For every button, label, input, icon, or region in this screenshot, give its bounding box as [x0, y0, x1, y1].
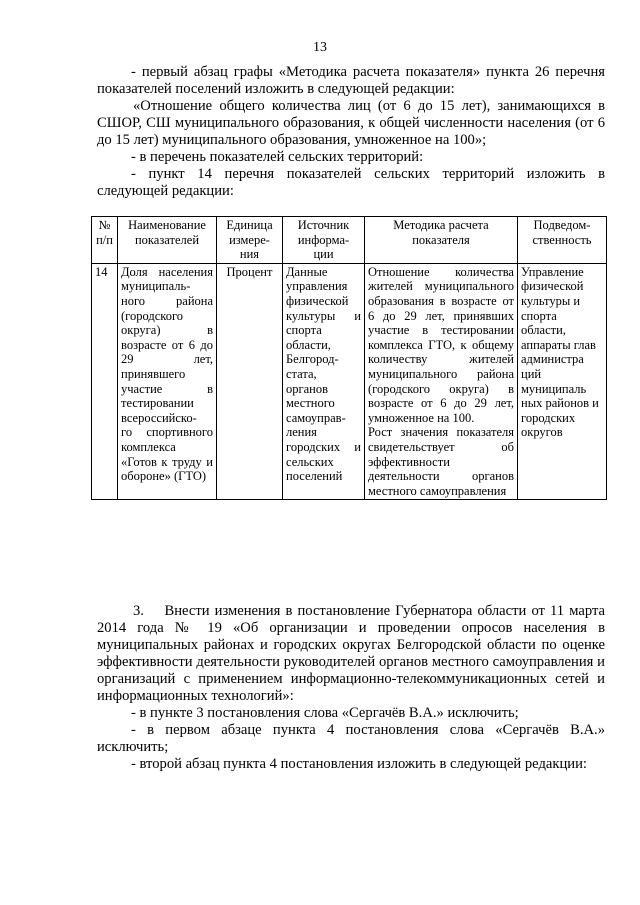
- intro-paragraph-3: - в перечень показателей сельских территорий:: [131, 149, 424, 165]
- page-number: 13: [313, 40, 327, 55]
- intro-paragraph-4: - пункт 14 перечня показателей сельских территорий изложить в следующей редакции:: [97, 166, 605, 199]
- outro-paragraph-3: - в первом абзаце пункта 4 постановления слова «Сергачёв В.А.» исключить;: [97, 722, 605, 755]
- cell-source: Данные управления физической культуры и спорта области, Белгород- стата, органов местного самоуправ- ления городских и сельских поселений: [283, 263, 365, 500]
- outro-paragraph-2: - в пункте 3 постановления слова «Сергачёв В.А.» исключить;: [131, 705, 519, 721]
- intro-paragraph-1: - первый абзац графы «Методика расчета показателя» пункта 26 перечня показателей поселений изложить в следующей редакции:: [97, 64, 605, 97]
- outro-text: [97, 603, 609, 773]
- header-source: Источник информа- ции: [283, 217, 365, 264]
- table-header-row: [92, 217, 607, 264]
- header-number: № п/п: [92, 217, 118, 264]
- indicators-table: [91, 216, 607, 500]
- cell-unit: Процент: [217, 263, 283, 500]
- intro-text: [97, 64, 605, 200]
- outro-paragraph-4: - второй абзац пункта 4 постановления изложить в следующей редакции:: [131, 756, 587, 772]
- header-name: Наименование показателей: [118, 217, 217, 264]
- cell-subordination: Управление физической культуры и спорта области, аппараты глав администра ций муниципаль ных районов и городских округов: [518, 263, 607, 500]
- cell-number: 14: [92, 263, 118, 500]
- header-subordination: Подведом- ственность: [518, 217, 607, 264]
- cell-name: Доля населения муниципаль- ного района (городского округа) в возрасте от 6 до 29 лет, принявшего участие в тестировании всероссийско- го спортивного комплекса «Готов к труду и обороне» (ГТО): [118, 263, 217, 500]
- intro-paragraph-2: «Отношение общего количества лиц (от 6 до 15 лет), занимающихся в СШОР, СШ муниципального образования, к общей численности населения (от 6 до 15 лет) муниципального образования, умноженное на 100»;: [97, 98, 605, 148]
- table-row: [92, 263, 607, 500]
- outro-paragraph-1: 3. Внести изменения в постановление Губернатора области от 11 марта 2014 года № 19 «Об организации и проведении опросов населения в муниципальных районах и городских округах Белгородской области по оценке эффективности деятельности руководителей органов местного самоуправления и организаций с применением информационно-телекоммуникационных сетей и информационных технологий»:: [97, 603, 609, 704]
- header-method: Методика расчета показателя: [365, 217, 518, 264]
- cell-method: Отношение количества жителей муниципального образования в возрасте от 6 до 29 лет, принявших участие в тестировании комплекса ГТО, к общему количеству жителей муниципального района (городского округа) в возрасте от 6 до 29 лет, умноженное на 100. Рост значения показателя свидетельствует об эффективности деятельности органов местного самоуправления: [365, 263, 518, 500]
- header-unit: Единица измере- ния: [217, 217, 283, 264]
